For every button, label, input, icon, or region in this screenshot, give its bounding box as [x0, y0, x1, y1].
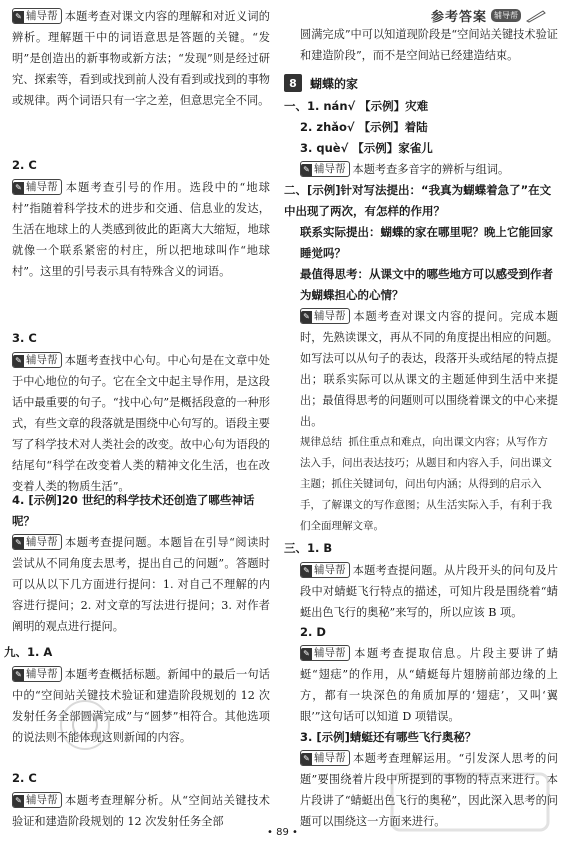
answer-explanation — [300, 306, 558, 432]
page-footer — [0, 827, 565, 838]
book-icon: ✎ — [13, 795, 24, 807]
header-tag: 辅导帮 — [491, 9, 521, 22]
page-header — [431, 6, 547, 25]
lesson-title: 蝴蝶的家 — [310, 76, 359, 91]
fudao-tag: ✎ 辅导帮 — [12, 666, 62, 682]
explanation-text: 本题考查提问题。本题旨在引导“阅读时尝试从不同角度去思考，提出自己的问题”。答题时可以从以下几方面进行提问：1. 对自己不理解的内容进行提问；2. 对文章的写法进行提问；3. 对作者阐明的观点进行提问。 — [12, 536, 270, 633]
section-label: 九、1. A — [4, 645, 53, 659]
fudao-tag: ✎ 辅导帮 — [300, 562, 350, 578]
answer-label: 3. C — [12, 331, 37, 345]
book-icon: ✎ — [13, 669, 24, 681]
answer-label: 3. què√ 【示例】家雀儿 — [300, 141, 433, 155]
handwritten-summary: 规律总结 抓住重点和难点，向出课文内容；从写作方法入手，问出表达技巧；从题目和内容入手，问出课文主题；抓住关键词句，问出句内涵；从得到的启示入手，了解课文的写作意图；从生活实际入手，有利于我们全面理解文章。 — [300, 436, 552, 532]
fudao-tag: ✎ 辅导帮 — [300, 161, 350, 177]
book-icon: ✎ — [13, 355, 24, 367]
watermark-stamp — [60, 700, 110, 750]
book-icon: ✎ — [301, 648, 312, 660]
page-number: • 89 • — [267, 827, 298, 838]
header-title: 参考答案 — [430, 10, 487, 25]
explanation-text: 本题考查找中心句。中心句是在文章中处于中心地位的句子。它在全文中起主导作用，是这段话中最重要的句子。“找中心句”是概括段意的一种形式，有些文章的段落就是围绕中心句写的。语段主要写了科学技术对人类社会的改变。故中心句为语段的结尾句“科学在改变着人类的精神文化生活，也在改变着人类的物质生活”。 — [12, 354, 270, 493]
fudao-tag: ✎ 辅导帮 — [300, 645, 350, 661]
explanation-text: 本题考查引号的作用。选段中的“地球村”指随着科学技术的进步和交通、信息业的发达，生活在地球上的人类感到彼此的距离大大缩短，地球就像一个联系紧密的村庄，所以把地球叫作“地球村”。这里的引号表示具有特殊含义的词语。 — [12, 181, 270, 278]
fudao-tag: ✎ 辅导帮 — [12, 352, 62, 368]
explanation-text: 本题考查概括标题。新闻中的最后一句话中的“空间站关键技术验证和建造阶段规划的 12 次发射任务全部圆满完成”与“圆梦”相符合。其他选项的说法则不能体现这则新闻的内容。 — [12, 668, 270, 744]
answer-explanation — [12, 790, 270, 832]
answer-explanation — [300, 643, 558, 727]
answer-label: 2. C — [12, 158, 37, 172]
book-icon: ✎ — [13, 182, 24, 194]
book-icon: ✎ — [301, 164, 312, 176]
logo-icon — [390, 772, 550, 832]
answer-label: 3. [示例]蜻蜓还有哪些飞行奥秘？ — [300, 730, 477, 744]
page-number-value: 89 — [276, 827, 289, 838]
explanation-text: 本题考查多音字的辨析与组词。 — [352, 163, 510, 176]
book-icon: ✎ — [301, 311, 312, 323]
answer-label: 2. C — [12, 771, 37, 785]
answer-explanation — [12, 6, 270, 111]
answer-explanation — [12, 177, 270, 282]
answer-explanation — [300, 560, 558, 623]
fudao-tag: ✎ 辅导帮 — [12, 792, 62, 808]
answer-label: 2. D — [300, 625, 326, 639]
answer-explanation — [12, 532, 270, 637]
explanation-text: 本题考查理解运用。“引发深人思考的问题”要围绕着片段中所提到的事物的特点来进行。本片段讲了“蜻蜓出色飞行的奥秘”，因此深入思考的问题可以围绕这一方面来进行。 — [300, 752, 558, 828]
lesson-number: 8 — [284, 74, 302, 92]
fudao-tag: ✎ 辅导帮 — [300, 750, 350, 766]
fudao-tag: ✎ 辅导帮 — [12, 534, 62, 550]
section-label: 二、[示例]针对写法提出：“我真为蝴蝶着急了”在文中出现了两次，有怎样的作用？ — [284, 183, 552, 218]
answer-explanation — [12, 664, 270, 748]
continued-text: 圆满完成”中可以知道现阶段是“空间站关键技术验证和建造阶段”，而不是空间站已经建造结束。 — [300, 28, 558, 62]
section-label: 三、1. B — [284, 541, 333, 555]
book-icon: ✎ — [13, 537, 24, 549]
book-icon: ✎ — [301, 753, 312, 765]
stamp-icon — [70, 710, 100, 740]
fudao-tag: ✎ 辅导帮 — [12, 8, 62, 24]
answer-explanation — [300, 159, 558, 180]
explanation-text: 本题考查提问题。从片段开头的问句及片段中对蜻蜓飞行特点的描述，可知片段是围绕着“蜻蜓出色飞行的奥秘”来写的，所以应该 B 项。 — [300, 564, 558, 619]
explanation-text: 本题考查提取信息。片段主要讲了蜻蜓“翅痣”的作用，从“蜻蜓每片翅膀前部边缘的上方，都有一块深色的角质加厚的‘翅痣’，又叫‘翼眼’”这句话可以知道 D 项错误。 — [300, 647, 558, 723]
explanation-text: 本题考查对课文内容的提问。完成本题时，先熟读课文，再从不同的角度提出相应的问题。如写法可以从句子的表达，段落开头或结尾的特点提出；联系实际可以从课文的主题延伸到生活中来提出；最值得思考的问题则可以围绕着课文的中心来提出。 — [300, 310, 558, 428]
answer-label: 4. [示例]20 世纪的科学技术还创造了哪些神话呢？ — [12, 493, 255, 528]
book-icon: ✎ — [13, 11, 24, 23]
answer-label: 一、1. nán√ 【示例】灾难 — [284, 99, 429, 113]
book-icon: ✎ — [301, 565, 312, 577]
answer-label: 联系实际提出：蝴蝶的家在哪里呢？晚上它能回家睡觉吗？ — [300, 225, 553, 260]
pencil-icon — [525, 9, 547, 23]
answer-label: 最值得思考：从课文中的哪些地方可以感受到作者为蝴蝶担心的心情？ — [300, 267, 553, 302]
lesson-header — [284, 74, 358, 92]
answer-label: 2. zhǎo√ 【示例】着陆 — [300, 120, 428, 134]
fudao-tag: ✎ 辅导帮 — [12, 179, 62, 195]
fudao-tag: ✎ 辅导帮 — [300, 308, 350, 324]
explanation-text: 本题考查对课文内容的理解和对近义词的辨析。理解题干中的词语意思是答题的关键。“发明”是创造出的新事物或新方法；“发现”则是经过研究、探索等，看到或找到前人没有看到或找到的事物或规律。两个词语只有一字之差，但意思完全不同。 — [12, 10, 270, 107]
answer-explanation — [12, 350, 270, 497]
explanation-text: 本题考查理解分析。从“空间站关键技术验证和建造阶段规划的 12 次发射任务全部 — [12, 794, 270, 828]
